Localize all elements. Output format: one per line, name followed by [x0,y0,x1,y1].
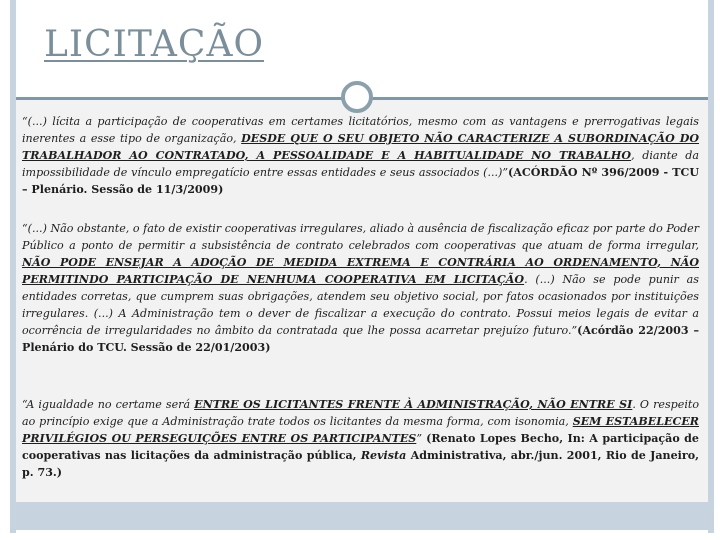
quote-3-citation-end: Administrativa, abr./jun. 2001, Rio de Janeiro, p. 73.) [22,449,699,479]
quote-2-text: “(...) Não obstante, o fato de existir cooperativas irregulares, aliado à ausência de fiscalização eficaz por parte do Poder Público a ponto de permitir a subsistência de contrato celebrados com cooperativas que atuam de forma irregular, [22,222,699,252]
quote-3-text-mid: . O respeito ao princípio exige que a Administração trate todos os licitantes da mesma forma, com isonomia, [22,398,699,428]
quote-1 [22,113,699,198]
quote-1-emphasis: DESDE QUE O SEU OBJETO NÃO CARACTERIZE A SUBORDINAÇÃO DO TRABALHADOR AO CONTRATADO, A PESSOALIDADE E A HABITUALIDADE NO TRABALHO [22,132,699,162]
quote-3-citation: (Renato Lopes Becho, In: A participação de cooperativas nas licitações da administração pública, [22,432,699,462]
quote-3-close-quote: ” [416,432,427,445]
quote-1-citation: (ACÓRDÃO Nº 396/2009 - TCU – Plenário. Sessão de 11/3/2009) [22,166,699,196]
quote-3 [22,396,699,481]
quote-1-text-end: , diante da impossibilidade de vínculo empregatício entre essas entidades e seus associados (...)” [22,149,699,179]
quote-2-emphasis: NÃO PODE ENSEJAR A ADOÇÃO DE MEDIDA EXTREMA E CONTRÁRIA AO ORDENAMENTO, NÃO PERMITINDO PARTICIPAÇÃO DE NENHUMA COOPERATIVA EM LICITAÇÃO [22,256,699,286]
quote-3-citation-journal: Revista [360,449,407,462]
title-band [16,0,708,90]
quote-2 [22,220,699,356]
quote-2-citation: (Acórdão 22/2003 – Plenário do TCU. Sessão de 22/01/2003) [22,324,699,354]
circle-ornament-icon [341,81,373,113]
quote-1-text: “(...) lícita a participação de cooperativas em certames licitatórios, mesmo com as vantagens e prerrogativas legais inerentes a esse tipo de organização, [22,115,699,145]
quote-3-emphasis-1: ENTRE OS LICITANTES FRENTE À ADMINISTRAÇÃO, NÃO ENTRE SI [194,398,633,411]
quote-2-text-end: . (...) Não se pode punir as entidades corretas, que cumprem suas obrigações, atendem seu objetivo social, por fatos ocasionados por instituições irregulares. (...) A Administração tem o dever de fiscalizar a execução do contrato. Possui meios legais de evitar a ocorrência de irregularidades no âmbito da contratada que lhe possa acarretar prejuízo futuro.” [22,273,699,337]
quote-3-text: “A igualdade no certame será [22,398,195,411]
bottom-band [16,502,708,530]
slide-title: LICITAÇÃO [44,24,264,65]
quote-3-emphasis-2: SEM ESTABELECER PRIVILÉGIOS OU PERSEGUIÇÕES ENTRE OS PARTICIPANTES [22,415,699,445]
